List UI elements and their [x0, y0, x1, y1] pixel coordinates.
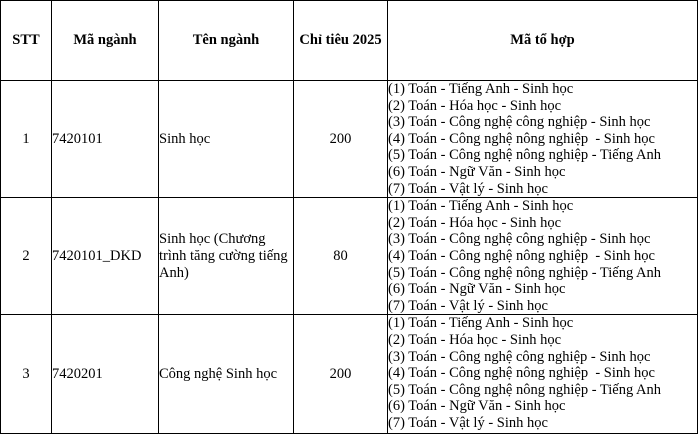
row-major-code: 7420101	[52, 81, 159, 198]
combo-item: (4) Toán - Công nghệ nông nghiệp - Sinh học	[388, 365, 655, 382]
row-quota: 200	[294, 81, 388, 198]
combo-item: (4) Toán - Công nghệ nông nghiệp - Sinh học	[388, 130, 655, 147]
combo-item: (4) Toán - Công nghệ nông nghiệp - Sinh học	[388, 247, 655, 264]
table-row	[1, 315, 698, 434]
combo-item: (2) Toán - Hóa học - Sinh học	[388, 97, 562, 114]
row-combos	[388, 315, 698, 434]
combo-item: (1) Toán - Tiếng Anh - Sinh học	[388, 315, 574, 332]
combo-item: (2) Toán - Hóa học - Sinh học	[388, 214, 562, 231]
combo-item: (3) Toán - Công nghệ công nghiệp - Sinh học	[388, 348, 651, 365]
combo-item: (6) Toán - Ngữ Văn - Sinh học	[388, 163, 566, 180]
row-major-name: Công nghệ Sinh học	[159, 315, 294, 434]
header-quota: Chỉ tiêu 2025	[294, 1, 388, 81]
combo-item: (2) Toán - Hóa học - Sinh học	[388, 331, 562, 348]
header-row	[1, 1, 698, 81]
row-combos	[388, 198, 698, 315]
combo-item: (3) Toán - Công nghệ công nghiệp - Sinh học	[388, 114, 651, 131]
row-stt: 3	[1, 315, 52, 434]
combo-item: (7) Toán - Vật lý - Sinh học	[388, 180, 548, 197]
combo-item: (3) Toán - Công nghệ công nghiệp - Sinh học	[388, 231, 651, 248]
row-quota: 80	[294, 198, 388, 315]
row-stt: 1	[1, 81, 52, 198]
combo-item: (5) Toán - Công nghệ nông nghiệp - Tiếng Anh	[388, 381, 662, 398]
header-name: Tên ngành	[159, 1, 294, 81]
combo-item: (1) Toán - Tiếng Anh - Sinh học	[388, 198, 574, 215]
combo-item: (5) Toán - Công nghệ nông nghiệp - Tiếng Anh	[388, 147, 662, 164]
combo-item: (7) Toán - Vật lý - Sinh học	[388, 414, 548, 431]
combo-item: (6) Toán - Ngữ Văn - Sinh học	[388, 281, 566, 298]
header-code: Mã ngành	[52, 1, 159, 81]
row-major-name: Sinh học	[159, 81, 294, 198]
row-stt: 2	[1, 198, 52, 315]
row-quota: 200	[294, 315, 388, 434]
row-major-code: 7420201	[52, 315, 159, 434]
header-stt: STT	[1, 1, 52, 81]
table-row	[1, 81, 698, 198]
row-major-name: Sinh học (Chương trình tăng cường tiếng Anh)	[159, 198, 294, 315]
combo-item: (7) Toán - Vật lý - Sinh học	[388, 297, 548, 314]
combo-item: (5) Toán - Công nghệ nông nghiệp - Tiếng Anh	[388, 264, 662, 281]
row-major-code: 7420101_DKD	[52, 198, 159, 315]
row-combos	[388, 81, 698, 198]
combo-item: (6) Toán - Ngữ Văn - Sinh học	[388, 398, 566, 415]
header-combo: Mã tổ hợp	[388, 1, 698, 81]
combo-item: (1) Toán - Tiếng Anh - Sinh học	[388, 81, 574, 97]
table-row	[1, 198, 698, 315]
